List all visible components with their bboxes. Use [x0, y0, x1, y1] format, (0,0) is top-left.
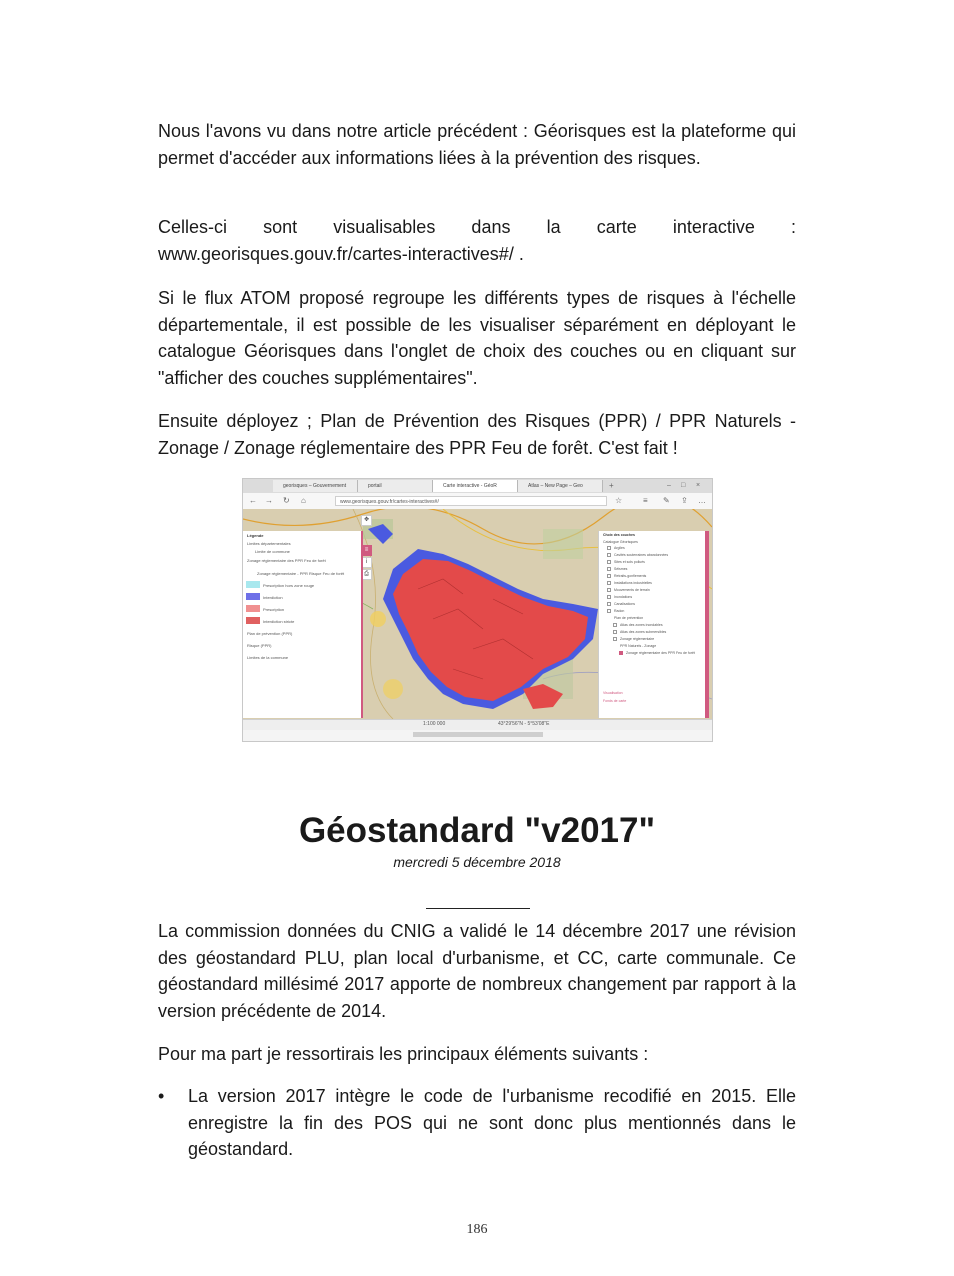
legend-item: Prescription hors zone rouge [263, 583, 315, 588]
catalog-item[interactable]: Sites et sols pollués [614, 560, 645, 564]
paragraph-cnig: La commission données du CNIG a validé le 14 décembre 2017 une révision des géostandard PLU, plan local d'urbanisme, et CC, carte communale. Ce géostandard millésimé 2017 apporte de nombreux changement par rapport à la version précédente de 2014. [158, 921, 796, 1021]
bullet-icon: • [158, 1086, 165, 1106]
catalog-item[interactable]: Mouvements de terrain [614, 588, 650, 592]
new-tab-icon[interactable]: + [609, 481, 614, 490]
catalog-item[interactable]: Installations industrielles [614, 581, 652, 585]
layer-checkbox[interactable] [607, 546, 611, 550]
address-bar[interactable]: www.georisques.gouv.fr/cartes-interactives#/ [335, 496, 607, 506]
browser-tab[interactable]: portail [358, 480, 433, 492]
catalog-item[interactable]: Atlas des zones inondables [620, 623, 663, 627]
star-icon[interactable]: ☆ [615, 496, 623, 505]
layer-checkbox-checked[interactable] [619, 651, 623, 655]
catalog-item[interactable]: Zonage réglementaire [620, 637, 655, 641]
catalog-item[interactable]: Argiles [614, 546, 625, 550]
browser-tab-active[interactable]: Carte interactive - GéoR [433, 480, 518, 492]
paragraph-deployez: Ensuite déployez ; Plan de Prévention des Risques (PPR) / PPR Naturels - Zonage / Zonage réglementaire des PPR Feu de forêt. C'est fait ! [158, 411, 796, 458]
layer-checkbox[interactable] [607, 574, 611, 578]
horizontal-scrollbar[interactable] [243, 730, 712, 741]
maximize-icon[interactable]: □ [681, 482, 686, 489]
legend-item: Limites de la commune [247, 655, 289, 660]
legend-item: Zonage réglementaire - PPR Risque Feu de forêt [257, 571, 345, 576]
map-info-button[interactable]: i [361, 557, 372, 568]
layer-checkbox[interactable] [607, 581, 611, 585]
browser-tabbar [243, 479, 712, 493]
browser-tab[interactable]: georisques – Gouvernement [273, 480, 358, 492]
layer-checkbox[interactable] [613, 630, 617, 634]
catalog-item[interactable]: Atlas des zones submersibles [620, 630, 667, 634]
share-icon[interactable]: ⇪ [681, 496, 688, 505]
catalog-item[interactable]: Retraits-gonflements [614, 574, 647, 578]
legend-swatch [246, 605, 260, 612]
separator-rule [426, 908, 530, 909]
map-coordinates: 43°29'56"N - 5°53'08"E [498, 721, 550, 727]
catalog-item[interactable]: Zonage réglementaire des PPR Feu de forêt [626, 651, 695, 655]
catalog-item[interactable]: Catalogue Géorisques [603, 540, 638, 544]
close-icon[interactable]: × [696, 482, 701, 489]
home-icon[interactable]: ⌂ [301, 496, 306, 505]
catalog-item[interactable]: Visualisation [603, 691, 623, 695]
layer-checkbox[interactable] [607, 595, 611, 599]
list-item-text: La version 2017 intègre le code de l'urbanisme recodifié en 2015. Elle enregistre la fin des POS qui ne sont donc plus mentionnés dans le géostandard. [188, 1086, 796, 1160]
legend-item: Limites départementales [247, 541, 291, 546]
page-number: 186 [466, 1222, 488, 1237]
forward-icon[interactable]: → [265, 496, 273, 505]
georisques-screenshot [242, 478, 713, 742]
layer-checkbox[interactable] [613, 623, 617, 627]
legend-swatch [246, 581, 260, 588]
legend-item: Interdiction [263, 595, 283, 600]
map-scale: 1:100 000 [423, 721, 446, 727]
legend-swatch [246, 593, 260, 600]
catalog-title: Choix des couches [603, 533, 635, 537]
catalog-item[interactable]: Inondations [614, 595, 633, 599]
pen-icon[interactable]: ✎ [663, 496, 670, 505]
catalog-item[interactable]: PPR Naturels - Zonage [620, 644, 657, 648]
catalog-item[interactable]: Canalisations [614, 602, 636, 606]
catalog-item[interactable]: Radon [614, 609, 625, 613]
paragraph-flux-atom: Si le flux ATOM proposé regroupe les différents types de risques à l'échelle départementale, il est possible de les visualiser séparément en déployant le catalogue Géorisques dans l'onglet de choix des couches ou en cliquant sur "afficher des couches supplémentaires". [158, 288, 796, 388]
legend-panel [243, 531, 363, 718]
layer-checkbox[interactable] [607, 602, 611, 606]
refresh-icon[interactable]: ↻ [283, 496, 290, 505]
article-date: mercredi 5 décembre 2018 [393, 854, 561, 870]
legend-item: Limite de commune [255, 549, 290, 554]
map-layers-button[interactable]: ≡ [361, 545, 372, 556]
paragraph-intro: Nous l'avons vu dans notre article précédent : Géorisques est la plateforme qui permet d'accéder aux informations liées à la prévention des risques. [158, 121, 796, 168]
hub-icon[interactable]: ≡ [643, 496, 648, 505]
catalog-item[interactable]: Plan de prévention [614, 616, 644, 620]
legend-item: Interdiction stricte [263, 619, 295, 624]
legend-title: Légende [247, 533, 264, 538]
browser-toolbar [243, 493, 712, 510]
scrollbar-thumb[interactable] [413, 732, 543, 737]
layer-catalog-panel [598, 531, 709, 718]
back-icon[interactable]: ← [249, 496, 257, 505]
catalog-item[interactable]: Cavités souterraines abandonnées [614, 553, 669, 557]
more-icon[interactable]: … [698, 496, 706, 505]
layer-checkbox[interactable] [607, 553, 611, 557]
layer-checkbox[interactable] [607, 560, 611, 564]
paragraph-carte-interactive: Celles-ci sont visualisables dans la carte interactive : www.georisques.gouv.fr/cartes-interactives#/ . [158, 217, 796, 264]
catalog-item[interactable]: Séismes [614, 567, 628, 571]
legend-swatch [246, 617, 260, 624]
map-print-button[interactable]: ⎙ [361, 569, 372, 580]
legend-item: Zonage réglementaire des PPR Feu de forêt [247, 558, 326, 563]
minimize-icon[interactable]: – [667, 482, 671, 489]
legend-item: Risque (PPR) [247, 643, 272, 648]
layer-checkbox[interactable] [607, 609, 611, 613]
catalog-item[interactable]: Fonds de carte [603, 699, 627, 703]
legend-item: Prescription [263, 607, 285, 612]
paragraph-elements: Pour ma part je ressortirais les principaux éléments suivants : [158, 1044, 649, 1064]
browser-tab[interactable]: Atlas – New Page – Geo [518, 480, 603, 492]
layer-checkbox[interactable] [607, 588, 611, 592]
legend-item: Plan de prévention (PPR) [247, 631, 293, 636]
layer-checkbox[interactable] [613, 637, 617, 641]
article-title: Géostandard "v2017" [298, 811, 656, 850]
map-zoom-in-button[interactable]: ✥ [361, 515, 372, 526]
layer-checkbox[interactable] [607, 567, 611, 571]
